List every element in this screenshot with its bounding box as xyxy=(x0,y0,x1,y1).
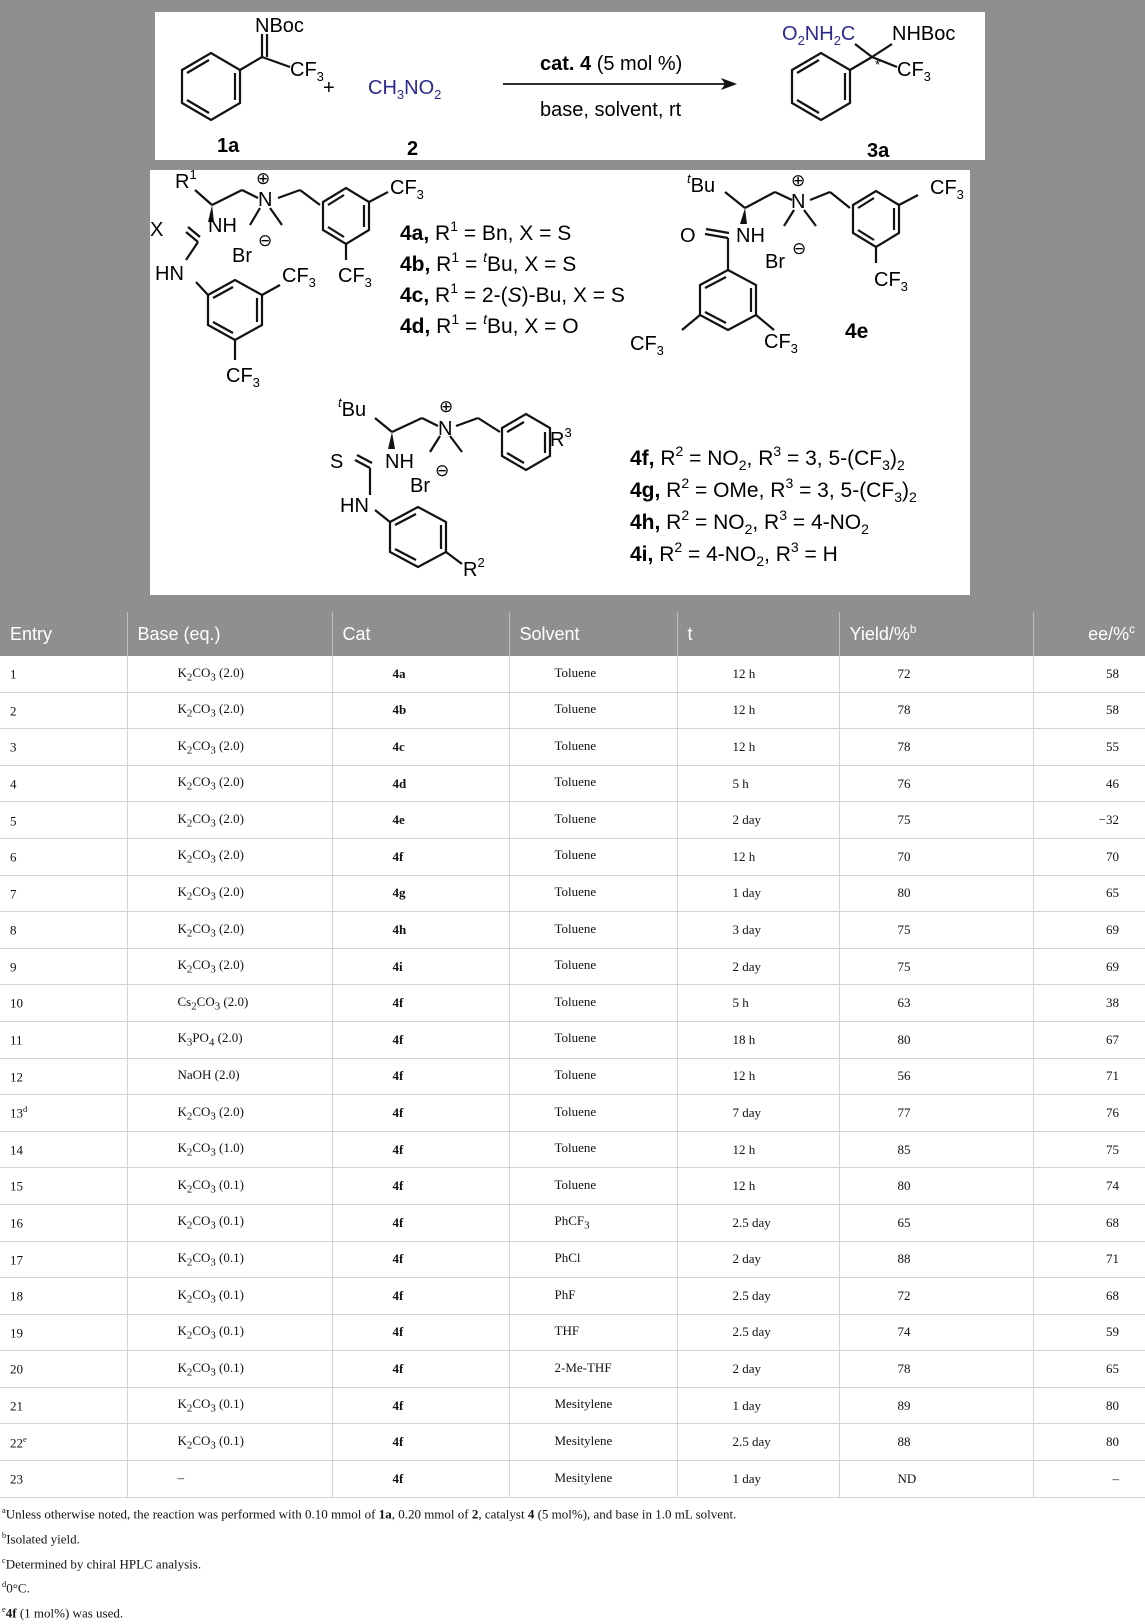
table-row xyxy=(0,985,1145,1022)
cell-ee: 80 xyxy=(1033,1387,1145,1424)
cell-ee: 68 xyxy=(1033,1204,1145,1241)
table-row xyxy=(0,1204,1145,1241)
cell-time: 2.5 day xyxy=(677,1278,839,1315)
reaction-scheme-svg xyxy=(155,12,985,160)
cell-time: 12 h xyxy=(677,1058,839,1095)
arrow-condition-bottom: base, solvent, rt xyxy=(540,99,682,121)
minus-icon: ⊖ xyxy=(258,231,273,250)
cell-ee: 80 xyxy=(1033,1424,1145,1461)
cat4e-cf3-a: $CF_3$ xyxy=(930,177,964,202)
cell-cat: 4f xyxy=(332,1021,509,1058)
cell-yield: 72 xyxy=(839,656,1033,692)
cell-entry: 21 xyxy=(0,1387,127,1424)
cell-ee: 67 xyxy=(1033,1021,1145,1058)
list-item-4f: 4f, $R^2 = NO_2$, $R^3 = 3$, $5-(CF_3)_2$ xyxy=(630,443,905,473)
cell-solvent: Toluene xyxy=(509,802,677,839)
cell-entry: 22e xyxy=(0,1424,127,1461)
cell-time: 1 day xyxy=(677,875,839,912)
cell-solvent: PhCF$_3$ xyxy=(509,1204,677,1241)
cell-ee: 75 xyxy=(1033,1131,1145,1168)
cell-solvent: Toluene xyxy=(509,1058,677,1095)
cell-entry: 3 xyxy=(0,729,127,766)
table-footnotes xyxy=(0,1500,1145,1624)
cell-time: 5 h xyxy=(677,765,839,802)
product-cf3: $CF_3$ xyxy=(897,59,931,84)
cell-time: 5 h xyxy=(677,985,839,1022)
cell-yield: 78 xyxy=(839,692,1033,729)
cell-ee: 76 xyxy=(1033,1095,1145,1132)
cell-base: $K_2CO_3$ (0.1) xyxy=(127,1278,332,1315)
cat4e-cf3-d: $CF_3$ xyxy=(764,331,798,356)
cell-ee: 69 xyxy=(1033,912,1145,949)
catalyst-structures-svg xyxy=(150,170,970,595)
cell-cat: 4c xyxy=(332,729,509,766)
cell-yield: 75 xyxy=(839,802,1033,839)
cell-cat: 4f xyxy=(332,1241,509,1278)
table-row xyxy=(0,692,1145,729)
cell-yield: 85 xyxy=(839,1131,1033,1168)
list-item-4g: 4g, $R^2$ = OMe, $R^3 = 3$, $5-(CF_3)_2$ xyxy=(630,475,917,505)
cell-entry: 20 xyxy=(0,1351,127,1388)
cell-cat: 4d xyxy=(332,765,509,802)
cell-ee: 55 xyxy=(1033,729,1145,766)
cell-yield: 70 xyxy=(839,838,1033,875)
table-row xyxy=(0,729,1145,766)
cat4e-label: 4e xyxy=(845,320,869,343)
cell-time: 12 h xyxy=(677,656,839,692)
cell-yield: 80 xyxy=(839,1168,1033,1205)
plus-icon: ⊕ xyxy=(791,171,806,190)
cat4e-n: N xyxy=(791,191,806,213)
table-row xyxy=(0,1351,1145,1388)
cell-base: $K_2CO_3$ (0.1) xyxy=(127,1351,332,1388)
cell-time: 2.5 day xyxy=(677,1314,839,1351)
cell-ee: 71 xyxy=(1033,1241,1145,1278)
cell-entry: 4 xyxy=(0,765,127,802)
list-item-4a: 4a, $R^1 = Bn$, X = S xyxy=(400,218,572,245)
cell-solvent: PhF xyxy=(509,1278,677,1315)
plus-icon: ⊕ xyxy=(256,170,271,188)
cell-cat: 4f xyxy=(332,1058,509,1095)
table-row xyxy=(0,838,1145,875)
header-yield: Yield/%$^b$ xyxy=(839,612,1033,656)
cell-ee: 58 xyxy=(1033,656,1145,692)
cell-entry: 23 xyxy=(0,1461,127,1498)
cell-time: 1 day xyxy=(677,1461,839,1498)
cat-x: X xyxy=(150,219,164,241)
header-entry: Entry xyxy=(0,612,127,656)
cat4e-o: O xyxy=(680,225,696,247)
cat-nh: NH xyxy=(208,215,237,237)
cell-time: 2 day xyxy=(677,1241,839,1278)
plus-icon: ⊕ xyxy=(439,397,454,416)
cell-entry: 10 xyxy=(0,985,127,1022)
cell-cat: 4f xyxy=(332,985,509,1022)
cell-base: – xyxy=(127,1461,332,1498)
cell-base: $K_2CO_3$ (2.0) xyxy=(127,765,332,802)
table-row xyxy=(0,875,1145,912)
cell-solvent: Toluene xyxy=(509,656,677,692)
cell-cat: 4i xyxy=(332,948,509,985)
cell-base: $K_2CO_3$ (2.0) xyxy=(127,802,332,839)
cell-yield: 65 xyxy=(839,1204,1033,1241)
catalyst-list-4a-4d xyxy=(400,218,625,338)
cat-cf3-a: $CF_3$ xyxy=(390,177,424,202)
cat-cf3-b: $CF_3$ xyxy=(338,265,372,290)
cell-ee: −32 xyxy=(1033,802,1145,839)
optimization-table xyxy=(0,612,1145,1498)
cell-base: $K_2CO_3$ (0.1) xyxy=(127,1314,332,1351)
cell-entry: 11 xyxy=(0,1021,127,1058)
cell-yield: 75 xyxy=(839,912,1033,949)
cat4e-tbu: $^t$Bu xyxy=(687,171,716,197)
cell-solvent: Mesitylene xyxy=(509,1461,677,1498)
cell-base: $K_2CO_3$ (0.1) xyxy=(127,1241,332,1278)
cell-yield: 76 xyxy=(839,765,1033,802)
product-nitromethyl: $O_2NH_2C$ xyxy=(782,23,856,48)
cell-solvent: Toluene xyxy=(509,1095,677,1132)
table-row xyxy=(0,1461,1145,1498)
cell-cat: 4f xyxy=(332,1424,509,1461)
cell-base: $K_3PO_4$ (2.0) xyxy=(127,1021,332,1058)
cell-solvent: Toluene xyxy=(509,875,677,912)
cell-entry: 15 xyxy=(0,1168,127,1205)
table-row xyxy=(0,1095,1145,1132)
cell-yield: 80 xyxy=(839,1021,1033,1058)
cell-time: 1 day xyxy=(677,1387,839,1424)
cell-solvent: PhCl xyxy=(509,1241,677,1278)
cell-ee: 70 xyxy=(1033,838,1145,875)
header-cat: Cat xyxy=(332,612,509,656)
cell-base: $K_2CO_3$ (2.0) xyxy=(127,1095,332,1132)
reactant-2-formula: $CH_3NO_2$ xyxy=(368,77,442,102)
cell-entry: 12 xyxy=(0,1058,127,1095)
table-row xyxy=(0,1387,1145,1424)
cell-solvent: Toluene xyxy=(509,1168,677,1205)
reactant-1a-label: 1a xyxy=(217,135,240,157)
arrow-condition-top: cat. 4 (5 mol %) xyxy=(540,53,683,75)
list-item-4c: 4c, $R^1 = 2-(S)-Bu$, X = S xyxy=(400,280,625,307)
cell-time: 2.5 day xyxy=(677,1204,839,1241)
cell-base: NaOH (2.0) xyxy=(127,1058,332,1095)
footnote: $^d$0°C. xyxy=(2,1579,30,1596)
reactant-1a-ring xyxy=(182,34,290,120)
cell-base: $K_2CO_3$ (2.0) xyxy=(127,875,332,912)
cell-entry: 1 xyxy=(0,656,127,692)
cell-time: 2 day xyxy=(677,1351,839,1388)
cell-entry: 16 xyxy=(0,1204,127,1241)
cell-solvent: 2-Me-THF xyxy=(509,1351,677,1388)
cell-time: 7 day xyxy=(677,1095,839,1132)
cell-entry: 8 xyxy=(0,912,127,949)
catalyst-4f-4i-structure xyxy=(330,395,572,581)
catalyst-4a-4d-structure xyxy=(150,170,424,390)
reactant-1a-cf3: $CF_3$ xyxy=(290,59,324,84)
cell-entry: 5 xyxy=(0,802,127,839)
cat4e-nh: NH xyxy=(736,225,765,247)
cat4f-hn: HN xyxy=(340,495,369,517)
cell-entry: 19 xyxy=(0,1314,127,1351)
cell-cat: 4f xyxy=(332,1351,509,1388)
cell-cat: 4f xyxy=(332,1095,509,1132)
table-body xyxy=(0,656,1145,1497)
cell-ee: 74 xyxy=(1033,1168,1145,1205)
cell-yield: ND xyxy=(839,1461,1033,1498)
cell-ee: 65 xyxy=(1033,1351,1145,1388)
cell-yield: 77 xyxy=(839,1095,1033,1132)
cat4f-nh: NH xyxy=(385,451,414,473)
cell-ee: 68 xyxy=(1033,1278,1145,1315)
cell-time: 2 day xyxy=(677,802,839,839)
list-item-4d: 4d, $R^1 = ^tBu$, X = O xyxy=(400,311,579,338)
cat4e-cf3-b: $CF_3$ xyxy=(874,269,908,294)
table-row xyxy=(0,802,1145,839)
table-row xyxy=(0,1168,1145,1205)
catalyst-4e-structure xyxy=(630,171,964,358)
footnote: $^c$Determined by chiral HPLC analysis. xyxy=(2,1554,202,1571)
cell-yield: 80 xyxy=(839,875,1033,912)
cell-solvent: Toluene xyxy=(509,948,677,985)
minus-icon: ⊖ xyxy=(792,239,807,258)
cell-cat: 4f xyxy=(332,1278,509,1315)
cat4f-br: Br xyxy=(410,475,430,497)
stereocenter-star: * xyxy=(875,57,881,72)
cell-solvent: Toluene xyxy=(509,1021,677,1058)
cell-cat: 4f xyxy=(332,1461,509,1498)
cell-yield: 75 xyxy=(839,948,1033,985)
cell-entry: 18 xyxy=(0,1278,127,1315)
product-3a-label: 3a xyxy=(867,140,890,160)
cell-yield: 78 xyxy=(839,729,1033,766)
list-item-4b: 4b, $R^1 = ^tBu$, X = S xyxy=(400,249,577,276)
cell-base: $K_2CO_3$ (2.0) xyxy=(127,692,332,729)
cell-cat: 4g xyxy=(332,875,509,912)
cell-cat: 4b xyxy=(332,692,509,729)
cell-solvent: Toluene xyxy=(509,985,677,1022)
cat4f-r2: $R^2$ xyxy=(463,555,485,581)
cell-time: 12 h xyxy=(677,1168,839,1205)
cell-cat: 4e xyxy=(332,802,509,839)
table-row xyxy=(0,1131,1145,1168)
cell-time: 18 h xyxy=(677,1021,839,1058)
cell-cat: 4f xyxy=(332,1204,509,1241)
cell-solvent: Toluene xyxy=(509,692,677,729)
cell-yield: 88 xyxy=(839,1424,1033,1461)
cell-cat: 4f xyxy=(332,838,509,875)
table-row xyxy=(0,1058,1145,1095)
cell-ee: – xyxy=(1033,1461,1145,1498)
plus-sign: + xyxy=(323,77,335,99)
cat4f-tbu: $^t$Bu xyxy=(338,395,367,421)
cell-yield: 78 xyxy=(839,1351,1033,1388)
table-row xyxy=(0,1278,1145,1315)
cell-entry: 17 xyxy=(0,1241,127,1278)
cell-solvent: Mesitylene xyxy=(509,1424,677,1461)
cell-yield: 89 xyxy=(839,1387,1033,1424)
header-ee: ee/%$^c$ xyxy=(1033,612,1145,656)
footnote: $^b$Isolated yield. xyxy=(2,1529,80,1547)
table-row xyxy=(0,1021,1145,1058)
cell-entry: 14 xyxy=(0,1131,127,1168)
cell-cat: 4f xyxy=(332,1314,509,1351)
cat-hn: HN xyxy=(155,263,184,285)
list-item-4h: 4h, $R^2 = NO_2$, $R^3 = 4-NO_2$ xyxy=(630,507,869,537)
cell-base: $K_2CO_3$ (2.0) xyxy=(127,912,332,949)
cell-yield: 74 xyxy=(839,1314,1033,1351)
table-header-row xyxy=(0,612,1145,656)
cell-solvent: Toluene xyxy=(509,729,677,766)
cell-cat: 4f xyxy=(332,1168,509,1205)
cell-time: 12 h xyxy=(677,838,839,875)
header-solvent: Solvent xyxy=(509,612,677,656)
cell-cat: 4h xyxy=(332,912,509,949)
cell-time: 12 h xyxy=(677,1131,839,1168)
cell-cat: 4a xyxy=(332,656,509,692)
cat4e-br: Br xyxy=(765,251,785,273)
cell-ee: 58 xyxy=(1033,692,1145,729)
list-item-4i: 4i, $R^2 = 4-NO_2$, $R^3 = H$ xyxy=(630,539,838,569)
cat-cf3-d: $CF_3$ xyxy=(226,365,260,390)
cat4f-s: S xyxy=(330,451,344,473)
cell-time: 2.5 day xyxy=(677,1424,839,1461)
reactant-1a-nboc: NBoc xyxy=(255,15,304,37)
cell-base: $K_2CO_3$ (2.0) xyxy=(127,729,332,766)
cell-time: 2 day xyxy=(677,948,839,985)
cell-yield: 72 xyxy=(839,1278,1033,1315)
cat4f-n: N xyxy=(438,418,453,440)
footnote: $^e$4f (1 mol%) was used. xyxy=(2,1604,124,1621)
catalyst-list-4f-4i xyxy=(630,443,917,569)
cell-ee: 59 xyxy=(1033,1314,1145,1351)
table-row xyxy=(0,948,1145,985)
cell-base: $K_2CO_3$ (2.0) xyxy=(127,656,332,692)
cat-n: N xyxy=(258,189,273,211)
cell-cat: 4f xyxy=(332,1131,509,1168)
cell-ee: 65 xyxy=(1033,875,1145,912)
reaction-scheme-panel xyxy=(155,12,985,160)
header-base: Base (eq.) xyxy=(127,612,332,656)
header-time: t xyxy=(677,612,839,656)
product-nhboc: NHBoc xyxy=(892,23,956,45)
cat4e-cf3-c: $CF_3$ xyxy=(630,333,664,358)
cat-br: Br xyxy=(232,245,252,267)
cat-r1: $R^1$ xyxy=(175,170,197,193)
cell-base: $K_2CO_3$ (1.0) xyxy=(127,1131,332,1168)
cell-ee: 38 xyxy=(1033,985,1145,1022)
cell-solvent: THF xyxy=(509,1314,677,1351)
cell-entry: 7 xyxy=(0,875,127,912)
table-row xyxy=(0,1424,1145,1461)
minus-icon: ⊖ xyxy=(435,461,450,480)
cell-base: $K_2CO_3$ (0.1) xyxy=(127,1204,332,1241)
cell-ee: 46 xyxy=(1033,765,1145,802)
reaction-arrow xyxy=(503,78,737,90)
cell-cat: 4f xyxy=(332,1387,509,1424)
cell-yield: 63 xyxy=(839,985,1033,1022)
cell-base: $K_2CO_3$ (2.0) xyxy=(127,948,332,985)
cell-base: $K_2CO_3$ (0.1) xyxy=(127,1424,332,1461)
cell-time: 3 day xyxy=(677,912,839,949)
table-row xyxy=(0,1241,1145,1278)
footnote: $^a$Unless otherwise noted, the reaction was performed with 0.10 mmol of 1a, 0.20 mmol of 2, catalyst 4 (5 mol%), and base in 1.0 mL solvent. xyxy=(2,1505,737,1522)
cell-ee: 71 xyxy=(1033,1058,1145,1095)
cell-entry: 6 xyxy=(0,838,127,875)
cell-entry: 13$^d$ xyxy=(0,1095,127,1132)
cell-yield: 88 xyxy=(839,1241,1033,1278)
table-row xyxy=(0,912,1145,949)
table-row xyxy=(0,765,1145,802)
table-row xyxy=(0,1314,1145,1351)
cell-entry: 9 xyxy=(0,948,127,985)
cell-ee: 69 xyxy=(1033,948,1145,985)
cell-entry: 2 xyxy=(0,692,127,729)
catalyst-structures-panel xyxy=(150,170,970,595)
reactant-2-label: 2 xyxy=(407,138,419,160)
cell-time: 12 h xyxy=(677,729,839,766)
cell-solvent: Toluene xyxy=(509,838,677,875)
cell-base: $Cs_2CO_3$ (2.0) xyxy=(127,985,332,1022)
cell-base: $K_2CO_3$ (0.1) xyxy=(127,1387,332,1424)
cell-solvent: Toluene xyxy=(509,765,677,802)
cell-base: $K_2CO_3$ (2.0) xyxy=(127,838,332,875)
product-3a-ring xyxy=(792,44,897,120)
cell-solvent: Toluene xyxy=(509,1131,677,1168)
cell-time: 12 h xyxy=(677,692,839,729)
cat-cf3-c: $CF_3$ xyxy=(282,265,316,290)
cell-solvent: Mesitylene xyxy=(509,1387,677,1424)
cell-solvent: Toluene xyxy=(509,912,677,949)
cell-base: $K_2CO_3$ (0.1) xyxy=(127,1168,332,1205)
cat4f-r3: $R^3$ xyxy=(550,425,572,451)
cell-yield: 56 xyxy=(839,1058,1033,1095)
table-row xyxy=(0,656,1145,692)
